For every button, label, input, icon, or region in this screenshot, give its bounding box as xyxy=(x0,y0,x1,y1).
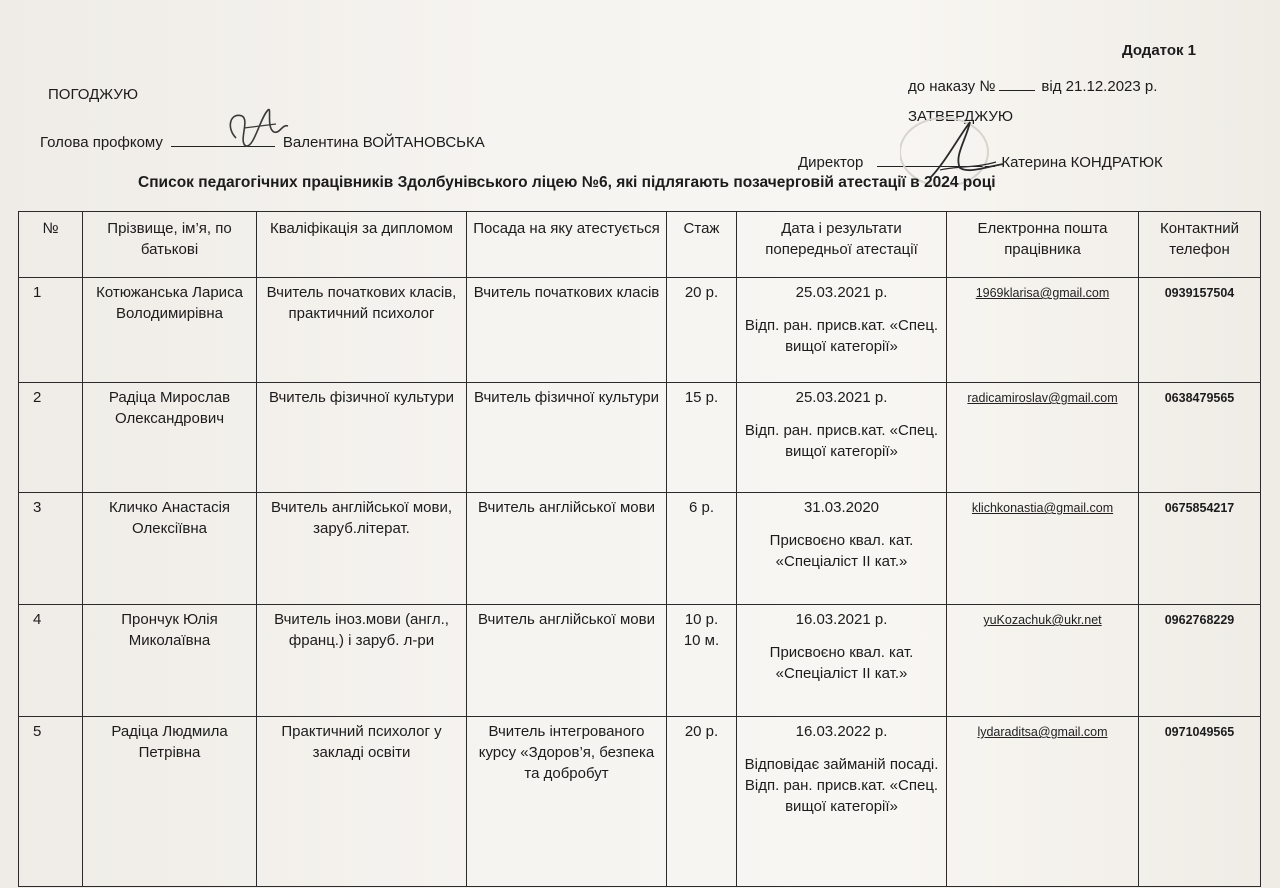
table-row xyxy=(19,717,1261,887)
row-position: Вчитель початкових класів xyxy=(467,278,667,383)
table-row xyxy=(19,278,1261,383)
agree-label: ПОГОДЖУЮ xyxy=(48,86,139,103)
attestation-date: 31.03.2020 xyxy=(803,499,880,516)
row-phone xyxy=(1139,717,1261,887)
row-position: Вчитель англійської мови xyxy=(467,605,667,717)
row-email xyxy=(947,383,1139,493)
experience-years: 15 р. xyxy=(684,389,719,406)
row-num: 2 xyxy=(19,383,83,493)
row-experience xyxy=(667,605,737,717)
order-reference xyxy=(908,78,1157,95)
row-email xyxy=(947,717,1139,887)
header-email: Електронна пошта працівника xyxy=(947,212,1139,278)
row-qualification: Вчитель іноз.мови (англ., франц.) і заруб. л-ри xyxy=(257,605,467,717)
row-num: 1 xyxy=(19,278,83,383)
email-link[interactable]: klichkonastia@gmail.com xyxy=(971,501,1114,515)
header-name: Прізвище, ім’я, по батькові xyxy=(83,212,257,278)
attestation-result: Присвоєно квал. кат. «Спеціаліст ІІ кат.» xyxy=(769,644,914,682)
union-role: Голова профкому xyxy=(40,134,163,151)
row-position: Вчитель фізичної культури xyxy=(467,383,667,493)
row-experience xyxy=(667,717,737,887)
phone-number: 0675854217 xyxy=(1164,501,1235,515)
row-qualification: Практичний психолог у закладі освіти xyxy=(257,717,467,887)
email-link[interactable]: radicamiroslav@gmail.com xyxy=(967,391,1118,405)
header-previous-attestation: Дата і результати попередньої атестації xyxy=(737,212,947,278)
phone-number: 0971049565 xyxy=(1164,725,1235,739)
attestation-date: 25.03.2021 р. xyxy=(795,284,888,301)
appendix-label: Додаток 1 xyxy=(1121,42,1196,59)
header-phone: Контактний телефон xyxy=(1139,212,1261,278)
attestation-date: 16.03.2021 р. xyxy=(795,611,888,628)
document-title: Список педагогічних працівників Здолбунівського ліцею №6, які підлягають позачерговій атестації в 2024 році xyxy=(138,174,996,191)
row-qualification: Вчитель початкових класів, практичний психолог xyxy=(257,278,467,383)
phone-number: 0962768229 xyxy=(1164,613,1235,627)
director-role: Директор xyxy=(798,154,864,171)
row-num: 5 xyxy=(19,717,83,887)
row-position: Вчитель англійської мови xyxy=(467,493,667,605)
row-previous-attestation xyxy=(737,383,947,493)
row-previous-attestation xyxy=(737,605,947,717)
phone-number: 0638479565 xyxy=(1164,391,1235,405)
row-name: Кличко Анастасія Олексіївна xyxy=(83,493,257,605)
header-num: № xyxy=(19,212,83,278)
director-name: Катерина КОНДРАТЮК xyxy=(1001,154,1163,171)
email-link[interactable]: yuKozachuk@ukr.net xyxy=(983,613,1102,627)
union-head-signature xyxy=(216,98,296,158)
email-link[interactable]: 1969klarisa@gmail.com xyxy=(975,286,1110,300)
row-email xyxy=(947,605,1139,717)
row-qualification: Вчитель фізичної культури xyxy=(257,383,467,493)
attestation-result: Присвоєно квал. кат. «Спеціаліст ІІ кат.» xyxy=(769,532,914,570)
table-row xyxy=(19,383,1261,493)
row-name: Прончук Юлія Миколаївна xyxy=(83,605,257,717)
row-position: Вчитель інтегрованого курсу «Здоров’я, безпека та добробут xyxy=(467,717,667,887)
attestation-result: Відповідає займаній посаді. Відп. ран. присв.кат. «Спец. вищої категорії» xyxy=(744,756,939,815)
row-phone xyxy=(1139,383,1261,493)
attestation-result: Відп. ран. присв.кат. «Спец. вищої категорії» xyxy=(744,317,939,355)
row-experience xyxy=(667,493,737,605)
attestation-date: 16.03.2022 р. xyxy=(795,723,888,740)
table-header-row xyxy=(19,212,1261,278)
experience-years: 6 р. xyxy=(688,499,715,516)
experience-years: 10 р. xyxy=(684,611,719,628)
teachers-table xyxy=(18,211,1261,887)
experience-years: 20 р. xyxy=(684,284,719,301)
order-number-blank xyxy=(999,78,1035,91)
order-date: від 21.12.2023 р. xyxy=(1041,78,1158,95)
table-row xyxy=(19,493,1261,605)
approve-label: ЗАТВЕРДЖУЮ xyxy=(908,108,1014,125)
row-email xyxy=(947,493,1139,605)
row-experience xyxy=(667,278,737,383)
attestation-date: 25.03.2021 р. xyxy=(795,389,888,406)
experience-months: 10 м. xyxy=(683,632,720,649)
attestation-result: Відп. ран. присв.кат. «Спец. вищої категорії» xyxy=(744,422,939,460)
row-previous-attestation xyxy=(737,717,947,887)
row-phone xyxy=(1139,605,1261,717)
row-previous-attestation xyxy=(737,493,947,605)
row-name: Радіца Мирослав Олександрович xyxy=(83,383,257,493)
email-link[interactable]: lydaraditsa@gmail.com xyxy=(977,725,1108,739)
header-experience: Стаж xyxy=(667,212,737,278)
row-num: 4 xyxy=(19,605,83,717)
order-prefix: до наказу № xyxy=(908,78,996,95)
row-previous-attestation xyxy=(737,278,947,383)
phone-number: 0939157504 xyxy=(1164,286,1235,300)
row-experience xyxy=(667,383,737,493)
row-name: Котюжанська Лариса Володимирівна xyxy=(83,278,257,383)
row-phone xyxy=(1139,493,1261,605)
row-num: 3 xyxy=(19,493,83,605)
row-name: Радіца Людмила Петрівна xyxy=(83,717,257,887)
row-qualification: Вчитель англійської мови, заруб.літерат. xyxy=(257,493,467,605)
experience-years: 20 р. xyxy=(684,723,719,740)
row-email xyxy=(947,278,1139,383)
header-qualification: Кваліфікація за дипломом xyxy=(257,212,467,278)
header-position: Посада на яку атестується xyxy=(467,212,667,278)
table-row xyxy=(19,605,1261,717)
union-name: Валентина ВОЙТАНОВСЬКА xyxy=(282,134,485,151)
row-phone xyxy=(1139,278,1261,383)
